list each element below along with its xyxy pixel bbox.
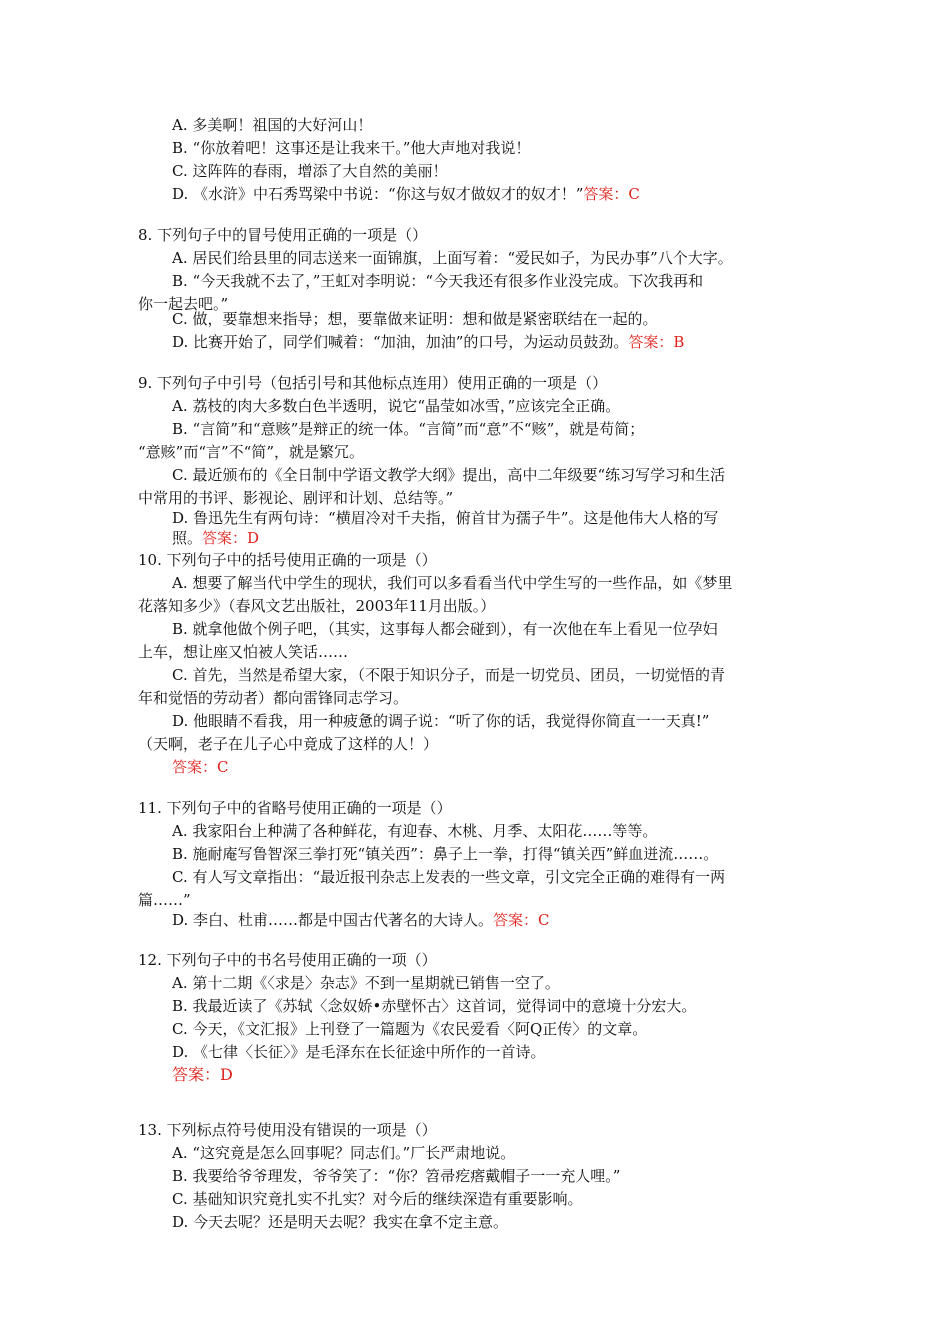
- option-d-text: D. 《水浒》中石秀骂梁中书说：“你这与奴才做奴才的奴才！”: [172, 185, 584, 203]
- option-a: A. 我家阳台上种满了各种鲜花，有迎春、木桃、月季、太阳花……等等。: [172, 822, 658, 840]
- option-d-cont: [172, 528, 259, 548]
- option-a: A. 想要了解当代中学生的现状，我们可以多看看当代中学生写的一些作品，如《梦里: [172, 574, 733, 592]
- option-b-cont: 你一起去吧。”: [138, 295, 229, 313]
- question-stem: 12. 下列句子中的书名号使用正确的一项（）: [138, 951, 437, 969]
- option-a: A. 荔枝的肉大多数白色半透明，说它“晶莹如冰雪，”应该完全正确。: [172, 397, 621, 415]
- option-d: [172, 910, 550, 930]
- question-stem: 10. 下列句子中的括号使用正确的一项是（）: [138, 551, 437, 569]
- option-b: B. 我最近读了《苏轼〈念奴娇•赤壁怀古〉这首词，觉得词中的意境十分宏大。: [172, 997, 697, 1015]
- answer: 答案：D: [202, 529, 260, 547]
- answer: 答案：D: [172, 1065, 233, 1084]
- answer: 答案：C: [172, 758, 229, 776]
- question-stem: 13. 下列标点符号使用没有错误的一项是（）: [138, 1121, 437, 1139]
- option-a: A. 多美啊！祖国的大好河山！: [172, 116, 373, 134]
- option-a: A. 第十二期《〈求是〉杂志》不到一星期就已销售一空了。: [172, 974, 560, 992]
- option-c-cont: 年和觉悟的劳动者）都向雷锋同志学习。: [138, 689, 409, 707]
- option-d-text: D. 比赛开始了，同学们喊着：“加油，加油”的口号，为运动员鼓劲。: [172, 333, 629, 351]
- question-stem: 11. 下列句子中的省略号使用正确的一项是（）: [138, 799, 452, 817]
- option-c: C. 基础知识究竟扎实不扎实？对今后的继续深造有重要影响。: [172, 1190, 583, 1208]
- option-b-cont: “意赅”而“言”不“简”，就是繁冗。: [138, 443, 365, 461]
- option-c: C. 做，要靠想来指导；想，要靠做来证明：想和做是紧密联结在一起的。: [172, 310, 658, 328]
- option-c: C. 最近颁布的《全日制中学语文教学大纲》提出，高中二年级要“练习写学习和生活: [172, 466, 726, 484]
- answer: 答案：C: [493, 911, 550, 929]
- option-c: C. 首先，当然是希望大家，（不限于知识分子，而是一切党员、团员，一切觉悟的青: [172, 666, 725, 684]
- option-d-cont-text: 照。: [172, 529, 203, 547]
- option-b-cont: 上车，想让座又怕被人笑话……: [138, 643, 349, 661]
- option-b: B. 我要给爷爷理发，爷爷笑了：“你？笤帚疙瘩戴帽子一一充人哩。”: [172, 1167, 621, 1185]
- option-d: D. 他眼睛不看我，用一种疲惫的调子说：“听了你的话，我觉得你简直一一天真!”: [172, 712, 710, 730]
- option-a-cont: 花落知多少》（春风文艺出版社，2003年11月出版。）: [138, 597, 496, 615]
- option-d: D. 鲁迅先生有两句诗：“横眉冷对千夫指，俯首甘为孺子牛”。这是他伟大人格的写: [172, 509, 719, 527]
- option-b: B. “言简”和“意赅”是辩正的统一体。“言简”而“意”不“赅”，就是苟简；: [172, 420, 645, 438]
- option-c: C. 这阵阵的春雨，增添了大自然的美丽！: [172, 162, 448, 180]
- option-d: [172, 332, 684, 352]
- option-d-cont: （天啊，老子在儿子心中竟成了这样的人！）: [138, 735, 439, 753]
- option-c-cont: 中常用的书评、影视论、剧评和计划、总结等。”: [138, 489, 454, 507]
- option-b: B. “你放着吧！这事还是让我来干。”他大声地对我说！: [172, 139, 531, 157]
- option-b: B. “今天我就不去了，”王虹对李明说：“今天我还有很多作业没完成。下次我再和: [172, 272, 704, 290]
- question-stem: 9. 下列句子中引号（包括引号和其他标点连用）使用正确的一项是（）: [138, 374, 608, 392]
- option-d-text: D. 李白、杜甫……都是中国古代著名的大诗人。: [172, 911, 494, 929]
- option-d: [172, 184, 640, 204]
- question-stem: 8. 下列句子中的冒号使用正确的一项是（）: [138, 226, 428, 244]
- answer: 答案：C: [583, 185, 640, 203]
- option-d: D. 《七律〈长征〉》是毛泽东在长征途中所作的一首诗。: [172, 1043, 546, 1061]
- option-c-cont: 篇……”: [138, 891, 191, 909]
- option-c: C. 今天，《文汇报》上刊登了一篇题为《农民爱看〈阿Q正传〉的文章。: [172, 1020, 648, 1038]
- option-d: D. 今天去呢？还是明天去呢？我实在拿不定主意。: [172, 1213, 509, 1231]
- option-b: B. 施耐庵写鲁智深三拳打死“镇关西”：鼻子上一拳，打得“镇关西”鲜血迸流……。: [172, 845, 719, 863]
- option-a: A. “这究竟是怎么回事呢？同志们。”厂长严肃地说。: [172, 1144, 516, 1162]
- option-c: C. 有人写文章指出：“最近报刊杂志上发表的一些文章，引文完全正确的难得有一两: [172, 868, 726, 886]
- option-a: A. 居民们给县里的同志送来一面锦旗，上面写着：“爱民如子，为民办事”八个大字。: [172, 249, 733, 267]
- answer: 答案：B: [628, 333, 685, 351]
- option-b: B. 就拿他做个例子吧，（其实，这事每人都会碰到），有一次他在车上看见一位孕妇: [172, 620, 718, 638]
